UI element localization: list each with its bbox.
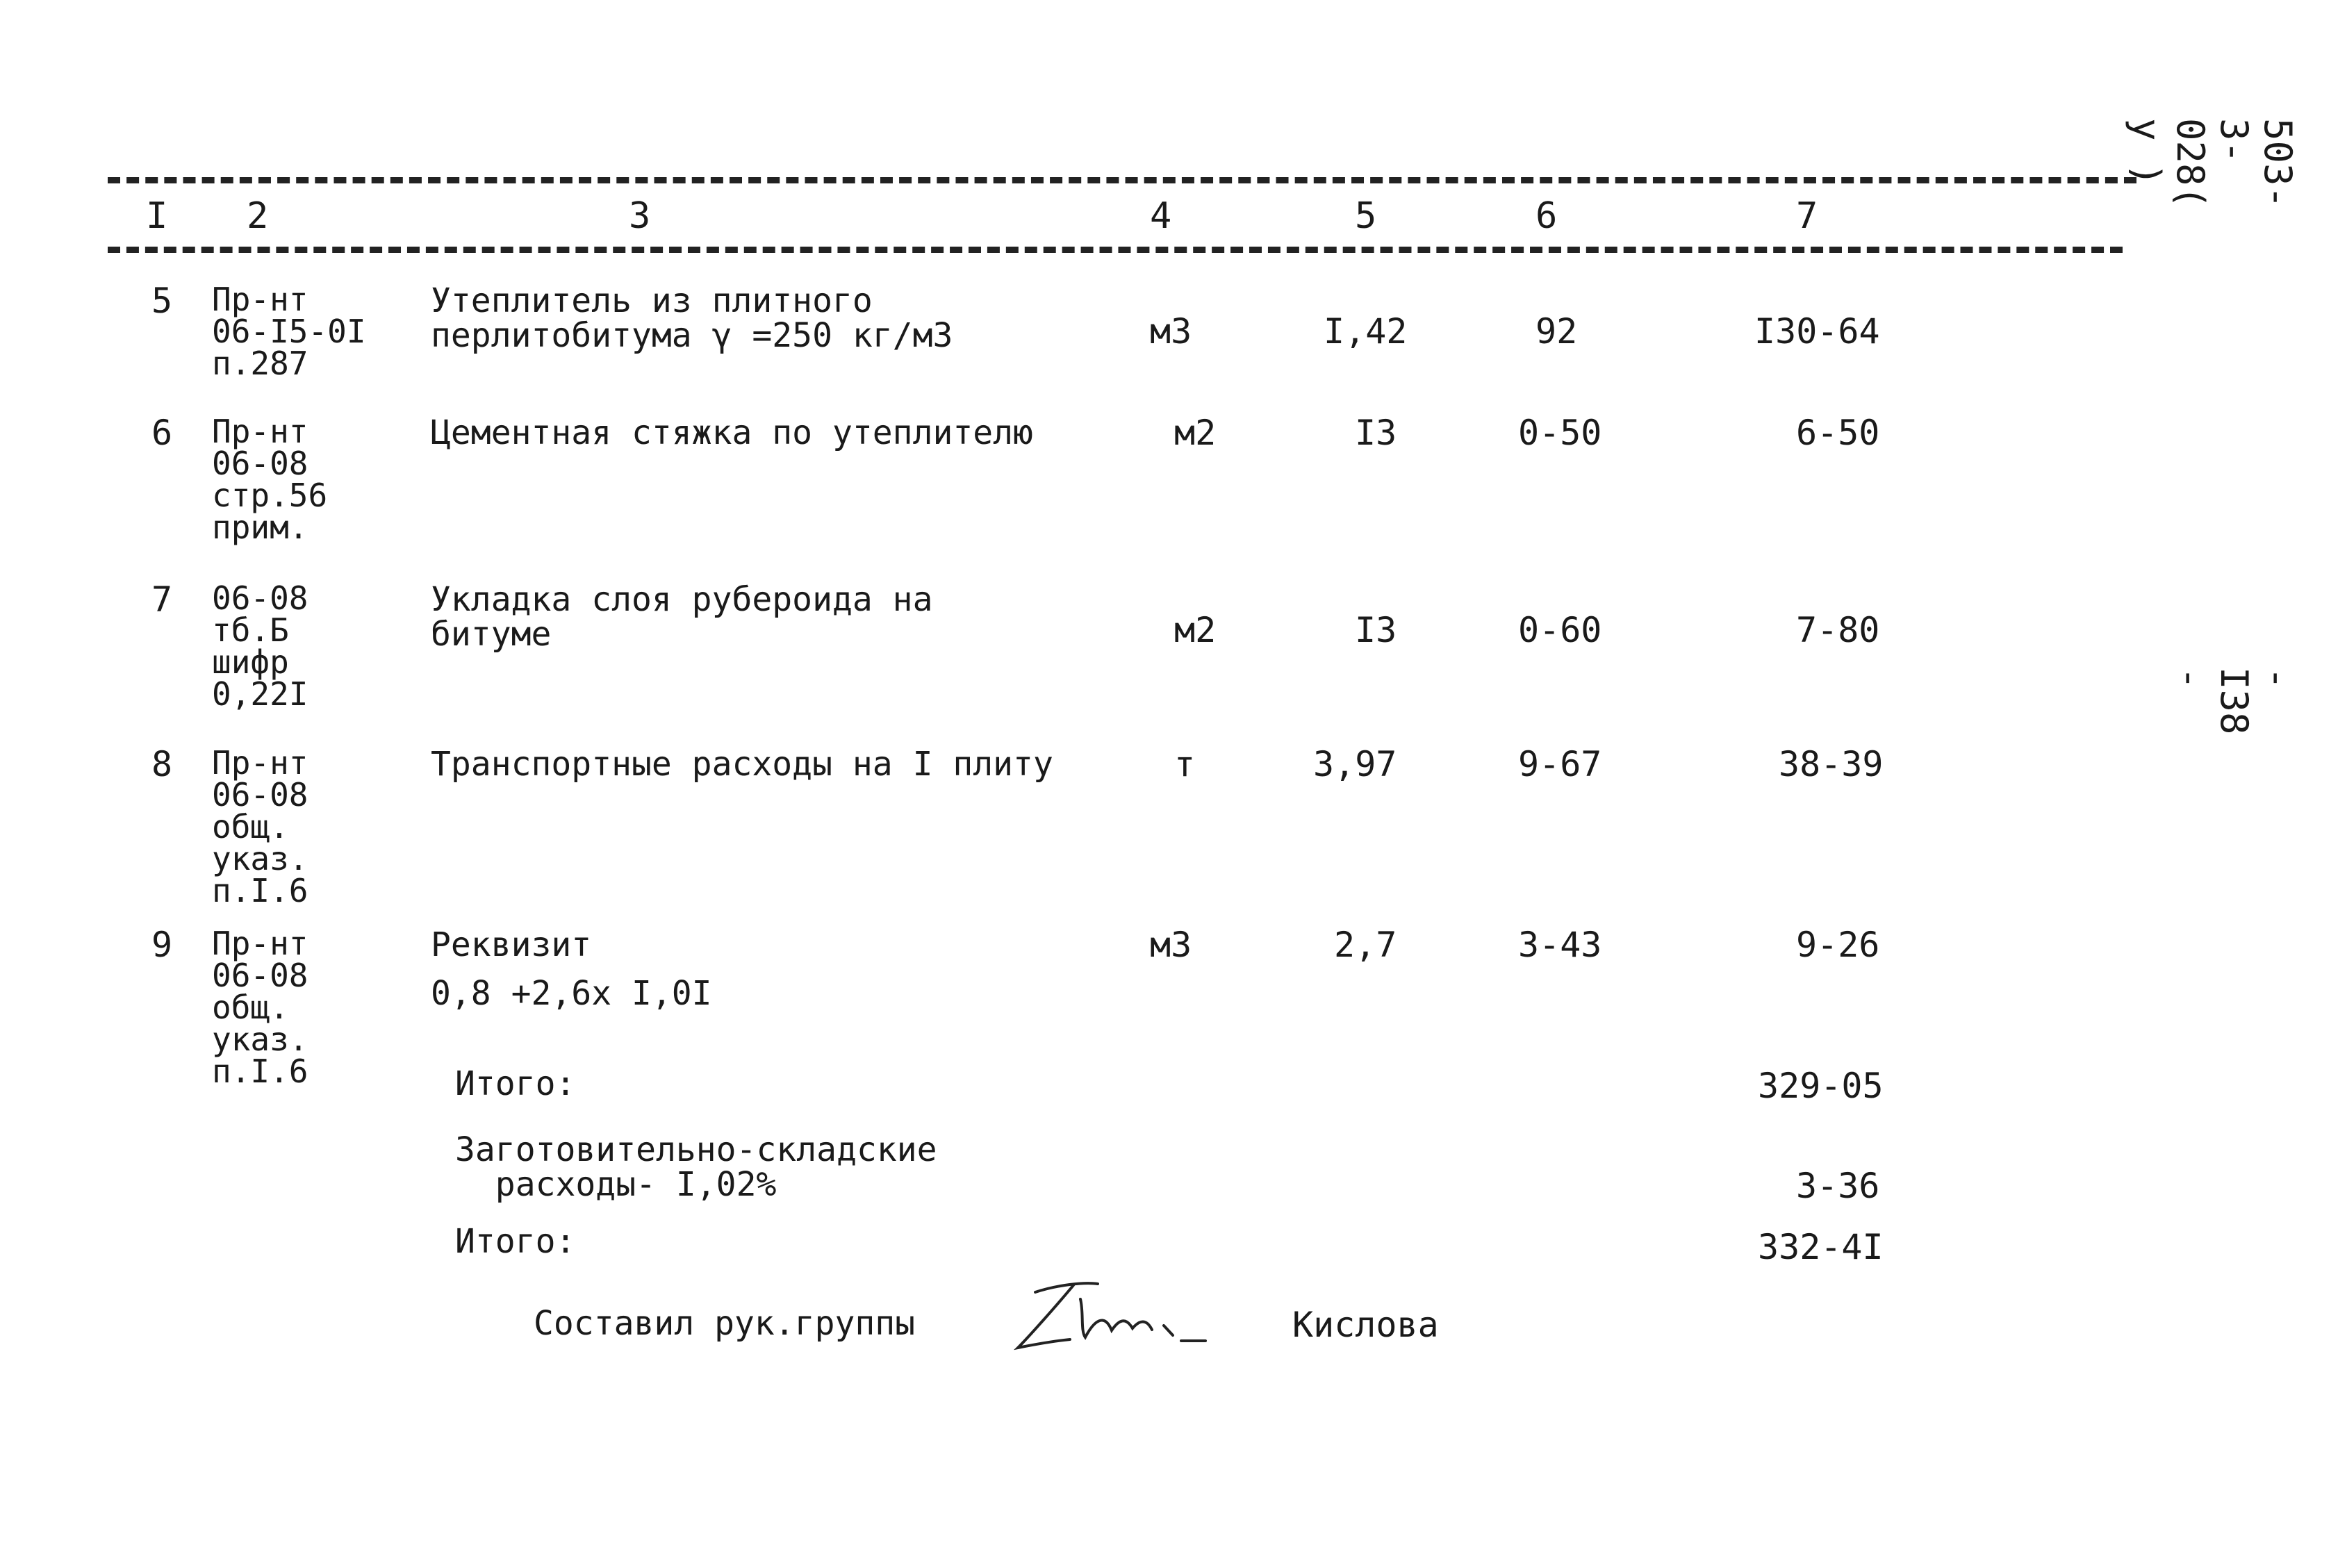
quantity: 3,97 <box>1313 744 1397 784</box>
norm-code-line: п.I.6 <box>212 872 308 909</box>
quantity: I3 <box>1355 610 1397 650</box>
unit: м2 <box>1174 413 1217 453</box>
norm-code-line: 06-08 <box>212 776 308 814</box>
row-number: 7 <box>151 579 173 620</box>
compiled-by-label: Составил рук.группы <box>534 1304 916 1343</box>
column-header-6: 6 <box>1535 195 1558 237</box>
header-bottom-rule <box>108 247 2123 253</box>
column-header-3: 3 <box>629 195 651 237</box>
norm-code-line: п.287 <box>212 345 308 382</box>
norm-code-line: указ. <box>212 1021 308 1058</box>
total-cost: 7-80 <box>1796 610 1880 650</box>
unit: м2 <box>1174 610 1217 650</box>
column-header-4: 4 <box>1150 195 1172 237</box>
norm-code-line: общ. <box>212 808 289 845</box>
row-number: 9 <box>151 925 173 965</box>
page-number: - I38 - <box>2168 667 2300 735</box>
total-cost: 6-50 <box>1796 413 1880 453</box>
norm-code-line: 06-08 <box>212 579 308 617</box>
description-line: битуме <box>431 615 552 654</box>
warehouse-costs-value: 3-36 <box>1796 1166 1880 1206</box>
subtotal-value: 329-05 <box>1758 1066 1884 1106</box>
subtotal-label: Итого: <box>455 1064 576 1103</box>
column-header-7: 7 <box>1796 195 1818 237</box>
quantity: 2,7 <box>1334 925 1397 965</box>
unit: м3 <box>1150 311 1192 352</box>
description-line: 0,8 +2,6х I,0I <box>431 974 712 1013</box>
norm-code-line: 0,22I <box>212 675 308 713</box>
warehouse-costs-label: расходы- I,02% <box>455 1165 777 1204</box>
norm-code-line: 06-08 <box>212 445 308 482</box>
unit-price: 0-50 <box>1518 413 1602 453</box>
norm-code-line: стр.56 <box>212 477 328 514</box>
compiler-name: Кислова <box>1292 1305 1439 1345</box>
description-line: Утеплитель из плитного <box>431 281 873 320</box>
description-line: Транспортные расходы на I плиту <box>431 745 1053 784</box>
description-line: Реквизит <box>431 925 592 964</box>
description-line: Цементная стяжка по утеплителю <box>431 413 1033 452</box>
row-number: 8 <box>151 744 173 784</box>
column-header-2: 2 <box>247 195 269 237</box>
norm-code-line: Пр-нт <box>212 925 308 962</box>
unit-price: 9-67 <box>1518 744 1602 784</box>
norm-code-line: шифр <box>212 643 289 681</box>
column-header-1: I <box>146 195 168 237</box>
norm-code-line: п.I.6 <box>212 1053 308 1090</box>
norm-code-line: общ. <box>212 989 289 1026</box>
unit: м3 <box>1150 925 1192 965</box>
norm-code-line: указ. <box>212 840 308 877</box>
norm-code-line: Пр-нт <box>212 281 308 318</box>
norm-code-line: прим. <box>212 509 308 546</box>
unit: т <box>1174 744 1196 784</box>
document-code-stamp: 503-3-028( у ) <box>2125 118 2300 209</box>
handwritten-signature <box>1007 1271 1216 1362</box>
grand-total-value: 332-4I <box>1758 1227 1884 1267</box>
norm-code-line: тб.Б <box>212 611 289 649</box>
total-cost: 38-39 <box>1779 744 1884 784</box>
total-cost: I30-64 <box>1754 311 1880 352</box>
quantity: I3 <box>1355 413 1397 453</box>
description-line: перлитобитума γ =250 кг/м3 <box>431 316 953 355</box>
row-number: 5 <box>151 281 173 321</box>
column-header-5: 5 <box>1355 195 1377 237</box>
norm-code-line: 06-08 <box>212 957 308 994</box>
norm-code-line: Пр-нт <box>212 744 308 782</box>
unit-price: 0-60 <box>1518 610 1602 650</box>
unit-price: 3-43 <box>1518 925 1602 965</box>
total-cost: 9-26 <box>1796 925 1880 965</box>
row-number: 6 <box>151 413 173 453</box>
norm-code-line: Пр-нт <box>212 413 308 450</box>
warehouse-costs-label: Заготовительно-складские <box>455 1130 937 1169</box>
quantity: I,42 <box>1324 311 1408 352</box>
norm-code-line: 06-I5-0I <box>212 313 366 350</box>
description-line: Укладка слоя рубероида на <box>431 580 933 619</box>
header-top-rule <box>108 177 2136 183</box>
unit-price: 92 <box>1535 311 1578 352</box>
grand-total-label: Итого: <box>455 1222 576 1261</box>
